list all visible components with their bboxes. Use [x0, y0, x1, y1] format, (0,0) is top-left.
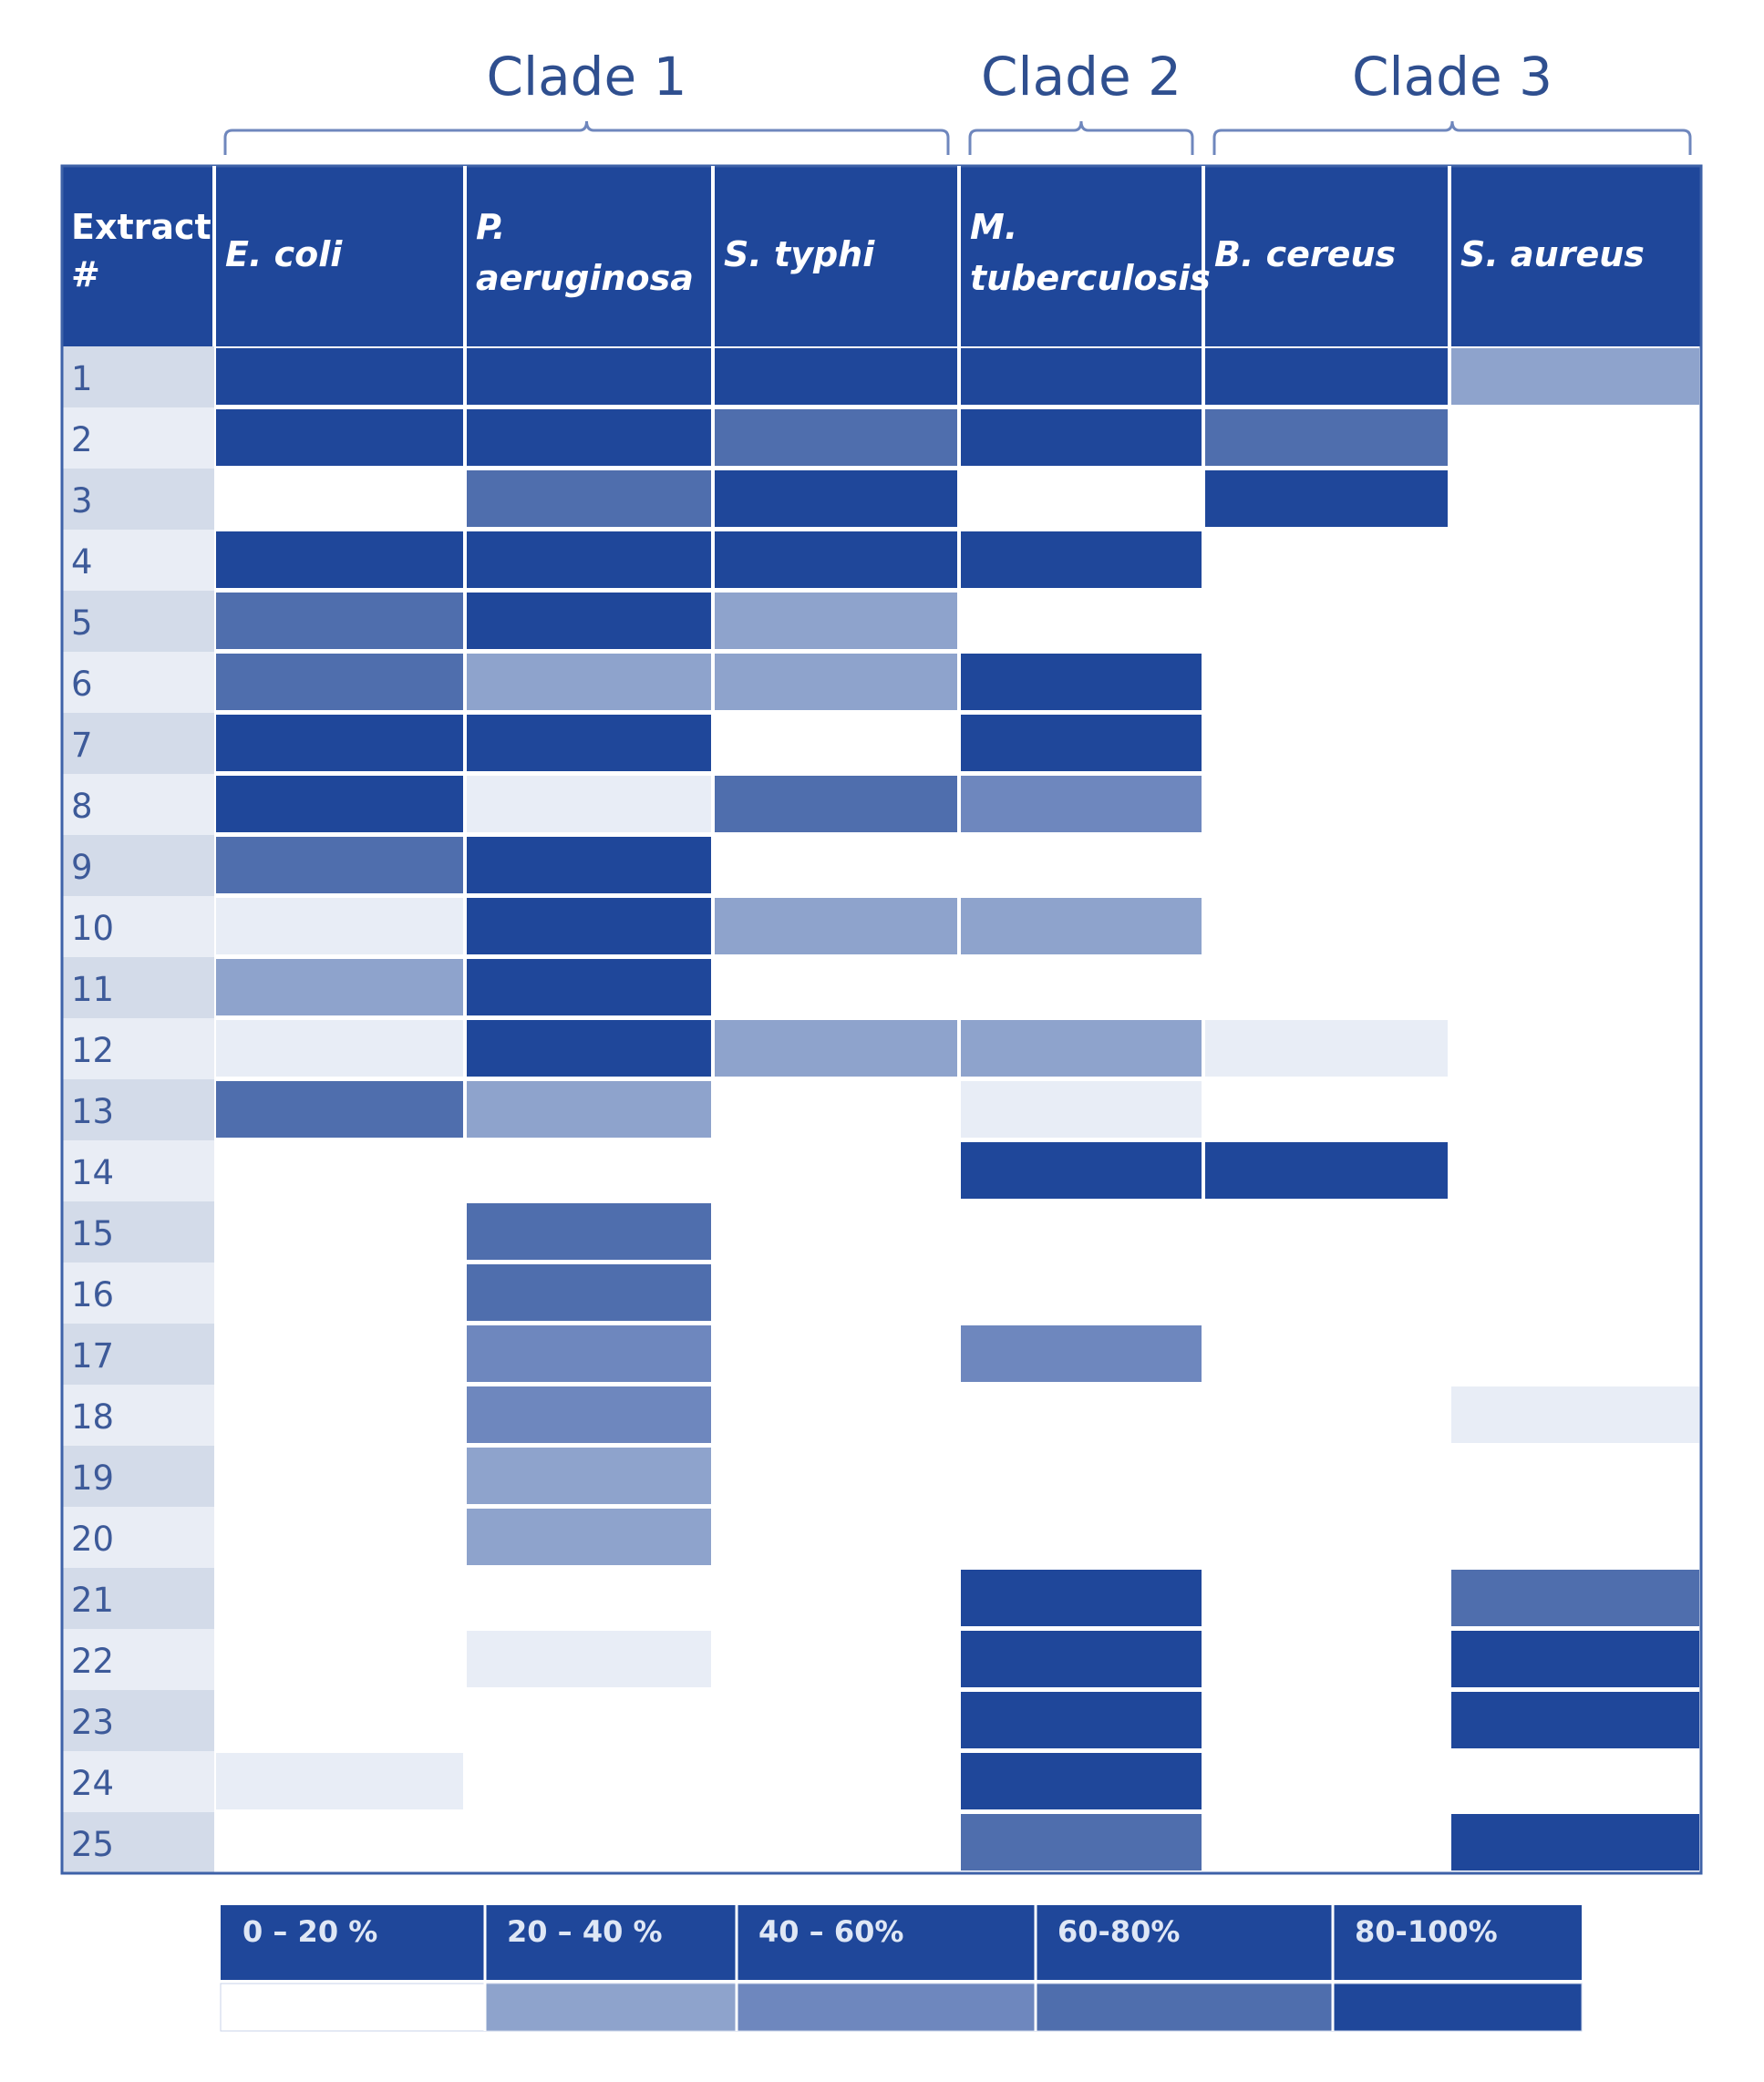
- clade-bracket: [225, 121, 948, 155]
- legend-swatch: [221, 1984, 485, 2031]
- clade-headers: [225, 46, 1690, 155]
- heatmap-cell: [467, 654, 711, 710]
- legend-label: 80-100%: [1355, 1914, 1498, 1949]
- heatmap-cell: [1205, 470, 1448, 527]
- legend-label: 20 – 40 %: [507, 1914, 663, 1949]
- heatmap-cell: [1451, 1631, 1699, 1687]
- row-label: 23: [71, 1703, 115, 1742]
- heatmap-cell: [961, 776, 1202, 832]
- heatmap-cell: [467, 1264, 711, 1321]
- heatmap-cell: [216, 776, 463, 832]
- heatmap-cell: [1205, 409, 1448, 466]
- legend-label: 40 – 60%: [758, 1914, 904, 1949]
- row-label: 7: [71, 726, 93, 765]
- heatmap-cell: [961, 1753, 1202, 1809]
- heatmap-cell: [1451, 1814, 1699, 1871]
- heatmap-cell: [467, 715, 711, 771]
- heatmap-cell: [961, 348, 1202, 405]
- heatmap-cell: [216, 593, 463, 649]
- legend: [221, 1905, 1582, 2031]
- heatmap-cell: [1451, 1386, 1699, 1443]
- legend-label: 60-80%: [1057, 1914, 1181, 1949]
- heatmap-cell: [715, 654, 957, 710]
- heatmap-cell: [961, 654, 1202, 710]
- row-header-label: Extract: [71, 207, 211, 247]
- heatmap-cell: [715, 593, 957, 649]
- heatmap-cell: [467, 898, 711, 954]
- heatmap-cell: [961, 715, 1202, 771]
- heatmap-cell: [467, 837, 711, 893]
- heatmap-cell: [467, 776, 711, 832]
- heatmap-cell: [467, 409, 711, 466]
- heatmap-cell: [961, 409, 1202, 466]
- heatmap-cell: [715, 348, 957, 405]
- heatmap-cell: [467, 1509, 711, 1565]
- heatmap-cell: [467, 531, 711, 588]
- row-label: 5: [71, 603, 93, 643]
- column-header-label: M.: [970, 207, 1018, 247]
- column-header-label: E. coli: [225, 234, 343, 274]
- heatmap-cell: [961, 1020, 1202, 1077]
- heatmap-cell: [216, 715, 463, 771]
- column-header-label: B. cereus: [1214, 234, 1397, 274]
- heatmap-cell: [961, 1814, 1202, 1871]
- heatmap-cell: [961, 1325, 1202, 1382]
- row-label: 3: [71, 481, 93, 520]
- row-label: 20: [71, 1520, 115, 1559]
- row-label: 2: [71, 420, 93, 459]
- heatmap-cell: [961, 1142, 1202, 1199]
- heatmap-cell: [467, 1448, 711, 1504]
- row-label: 12: [71, 1031, 115, 1070]
- heatmap-cell: [961, 1570, 1202, 1626]
- row-label: 8: [71, 787, 93, 826]
- row-label: 22: [71, 1642, 115, 1681]
- heatmap-table: [62, 166, 1701, 1873]
- heatmap-cell: [216, 1081, 463, 1138]
- heatmap-cell: [216, 959, 463, 1015]
- heatmap-cell: [1451, 1692, 1699, 1748]
- heatmap-cell: [715, 470, 957, 527]
- heatmap-cell: [216, 348, 463, 405]
- column-header-label: S. aureus: [1460, 234, 1645, 274]
- heatmap-cell: [467, 1203, 711, 1260]
- heatmap-cell: [715, 531, 957, 588]
- heatmap-cell: [1451, 348, 1699, 405]
- row-label: 6: [71, 665, 93, 704]
- row-label: 16: [71, 1275, 115, 1314]
- heatmap-cell: [961, 898, 1202, 954]
- heatmap-cell: [467, 959, 711, 1015]
- heatmap-cell: [467, 1020, 711, 1077]
- row-label: 14: [71, 1153, 115, 1192]
- heatmap-cell: [961, 1631, 1202, 1687]
- heatmap-cell: [467, 1386, 711, 1443]
- clade-label: Clade 1: [486, 46, 687, 108]
- legend-swatch: [737, 1984, 1036, 2031]
- row-header-label: #: [71, 254, 100, 294]
- heatmap-cell: [961, 1081, 1202, 1138]
- row-label: 18: [71, 1397, 115, 1437]
- row-label: 13: [71, 1092, 115, 1131]
- legend-label: 0 – 20 %: [242, 1914, 378, 1949]
- row-label: 19: [71, 1458, 115, 1498]
- legend-swatch: [1333, 1984, 1582, 2031]
- heatmap-cell: [1451, 1570, 1699, 1626]
- heatmap-cell: [216, 531, 463, 588]
- heatmap-cell: [216, 1753, 463, 1809]
- heatmap-cell: [1205, 1142, 1448, 1199]
- heatmap-cell: [1205, 348, 1448, 405]
- column-header-label: S. typhi: [724, 234, 875, 274]
- heatmap-cell: [961, 531, 1202, 588]
- column-header-label: P.: [476, 207, 506, 247]
- heatmap-cell: [467, 1631, 711, 1687]
- heatmap-cell: [216, 898, 463, 954]
- row-label: 15: [71, 1214, 115, 1253]
- legend-swatch: [1036, 1984, 1333, 2031]
- heatmap-cell: [1205, 1020, 1448, 1077]
- heatmap-cell: [467, 593, 711, 649]
- heatmap-cell: [715, 409, 957, 466]
- heatmap-cell: [216, 654, 463, 710]
- heatmap-cell: [467, 1325, 711, 1382]
- row-label: 25: [71, 1825, 115, 1864]
- row-label: 11: [71, 970, 115, 1009]
- heatmap-cell: [216, 1020, 463, 1077]
- heatmap-cell: [467, 348, 711, 405]
- clade-bracket: [970, 121, 1192, 155]
- row-label: 10: [71, 909, 115, 948]
- row-label: 21: [71, 1581, 115, 1620]
- column-header-label: tuberculosis: [970, 258, 1211, 298]
- row-label: 4: [71, 542, 93, 582]
- legend-swatch: [485, 1984, 737, 2031]
- row-label: 17: [71, 1336, 115, 1376]
- heatmap-cell: [467, 1081, 711, 1138]
- heatmap-cell: [961, 1692, 1202, 1748]
- column-header-label: aeruginosa: [476, 258, 694, 298]
- heatmap-cell: [715, 898, 957, 954]
- clade-label: Clade 2: [981, 46, 1181, 108]
- row-label: 9: [71, 848, 93, 887]
- heatmap-cell: [715, 1020, 957, 1077]
- heatmap-cell: [216, 837, 463, 893]
- clade-bracket: [1214, 121, 1690, 155]
- heatmap-cell: [715, 776, 957, 832]
- heatmap-cell: [467, 470, 711, 527]
- heatmap-cell: [216, 409, 463, 466]
- row-label: 1: [71, 359, 93, 398]
- row-label: 24: [71, 1764, 115, 1803]
- clade-label: Clade 3: [1352, 46, 1553, 108]
